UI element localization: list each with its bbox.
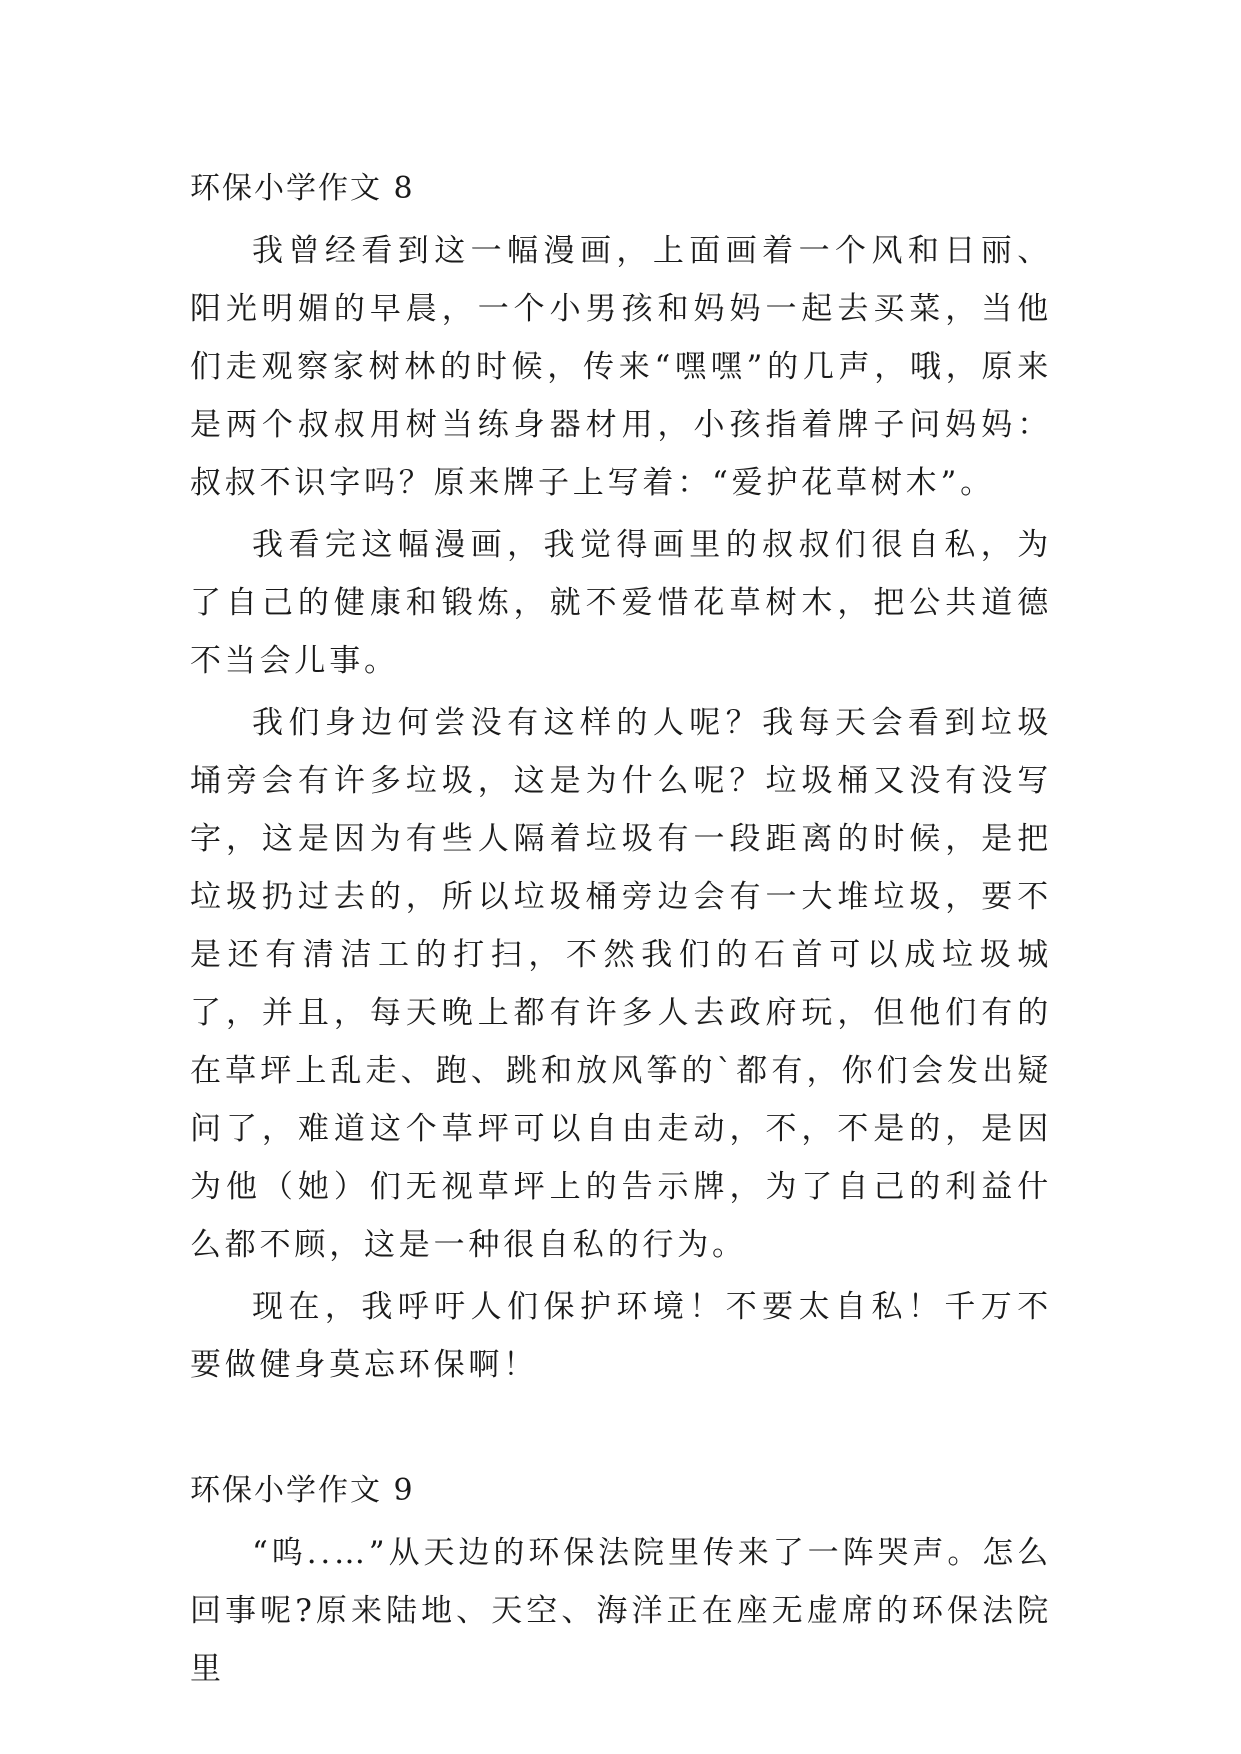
essay-9-title: 环保小学作文 9 bbox=[190, 1473, 415, 1508]
essay-9-paragraph-1: “呜..…”从天边的环保法院里传来了一阵哭声。怎么回事呢?原来陆地、天空、海洋正在座无虚席的环保法院里 bbox=[190, 1535, 1052, 1687]
essay-8-paragraph-2: 我看完这幅漫画，我觉得画里的叔叔们很自私，为了自己的健康和锻炼，就不爱惜花草树木，把公共道德不当会儿事。 bbox=[190, 527, 1052, 679]
essay-8-paragraph-4: 现在，我呼吁人们保护环境！不要太自私！千万不要做健身莫忘环保啊！ bbox=[190, 1289, 1052, 1383]
section-spacer bbox=[190, 1398, 1052, 1462]
essay-8-paragraph-3: 我们身边何尝没有这样的人呢？我每天会看到垃圾埇旁会有许多垃圾，这是为什么呢？垃圾桶又没有没写字，这是因为有些人隔着垃圾有一段距离的时候，是把垃圾扔过去的，所以垃圾桶旁边会有一大堆垃圾，要不是还有清洁工的打扫，不然我们的石首可以成垃圾城了，并且，每天晚上都有许多人去政府玩，但他们有的在草坪上乱走、跑、跳和放风筝的`都有，你们会发出疑问了，难道这个草坪可以自由走动，不，不是的，是因为他（她）们无视草坪上的告示牌，为了自己的利益什么都不顾，这是一种很自私的行为。 bbox=[190, 705, 1052, 1263]
document-body bbox=[190, 160, 1052, 1702]
essay-8-title: 环保小学作文 8 bbox=[190, 171, 415, 206]
essay-8-paragraph-1: 我曾经看到这一幅漫画，上面画着一个风和日丽、阳光明媚的早晨，一个小男孩和妈妈一起去买菜，当他们走观察家树林的时候，传来“嘿嘿”的几声，哦，原来是两个叔叔用树当练身器材用，小孩指着牌子问妈妈：叔叔不识字吗？原来牌子上写着：“爱护花草树木”。 bbox=[190, 233, 1052, 501]
